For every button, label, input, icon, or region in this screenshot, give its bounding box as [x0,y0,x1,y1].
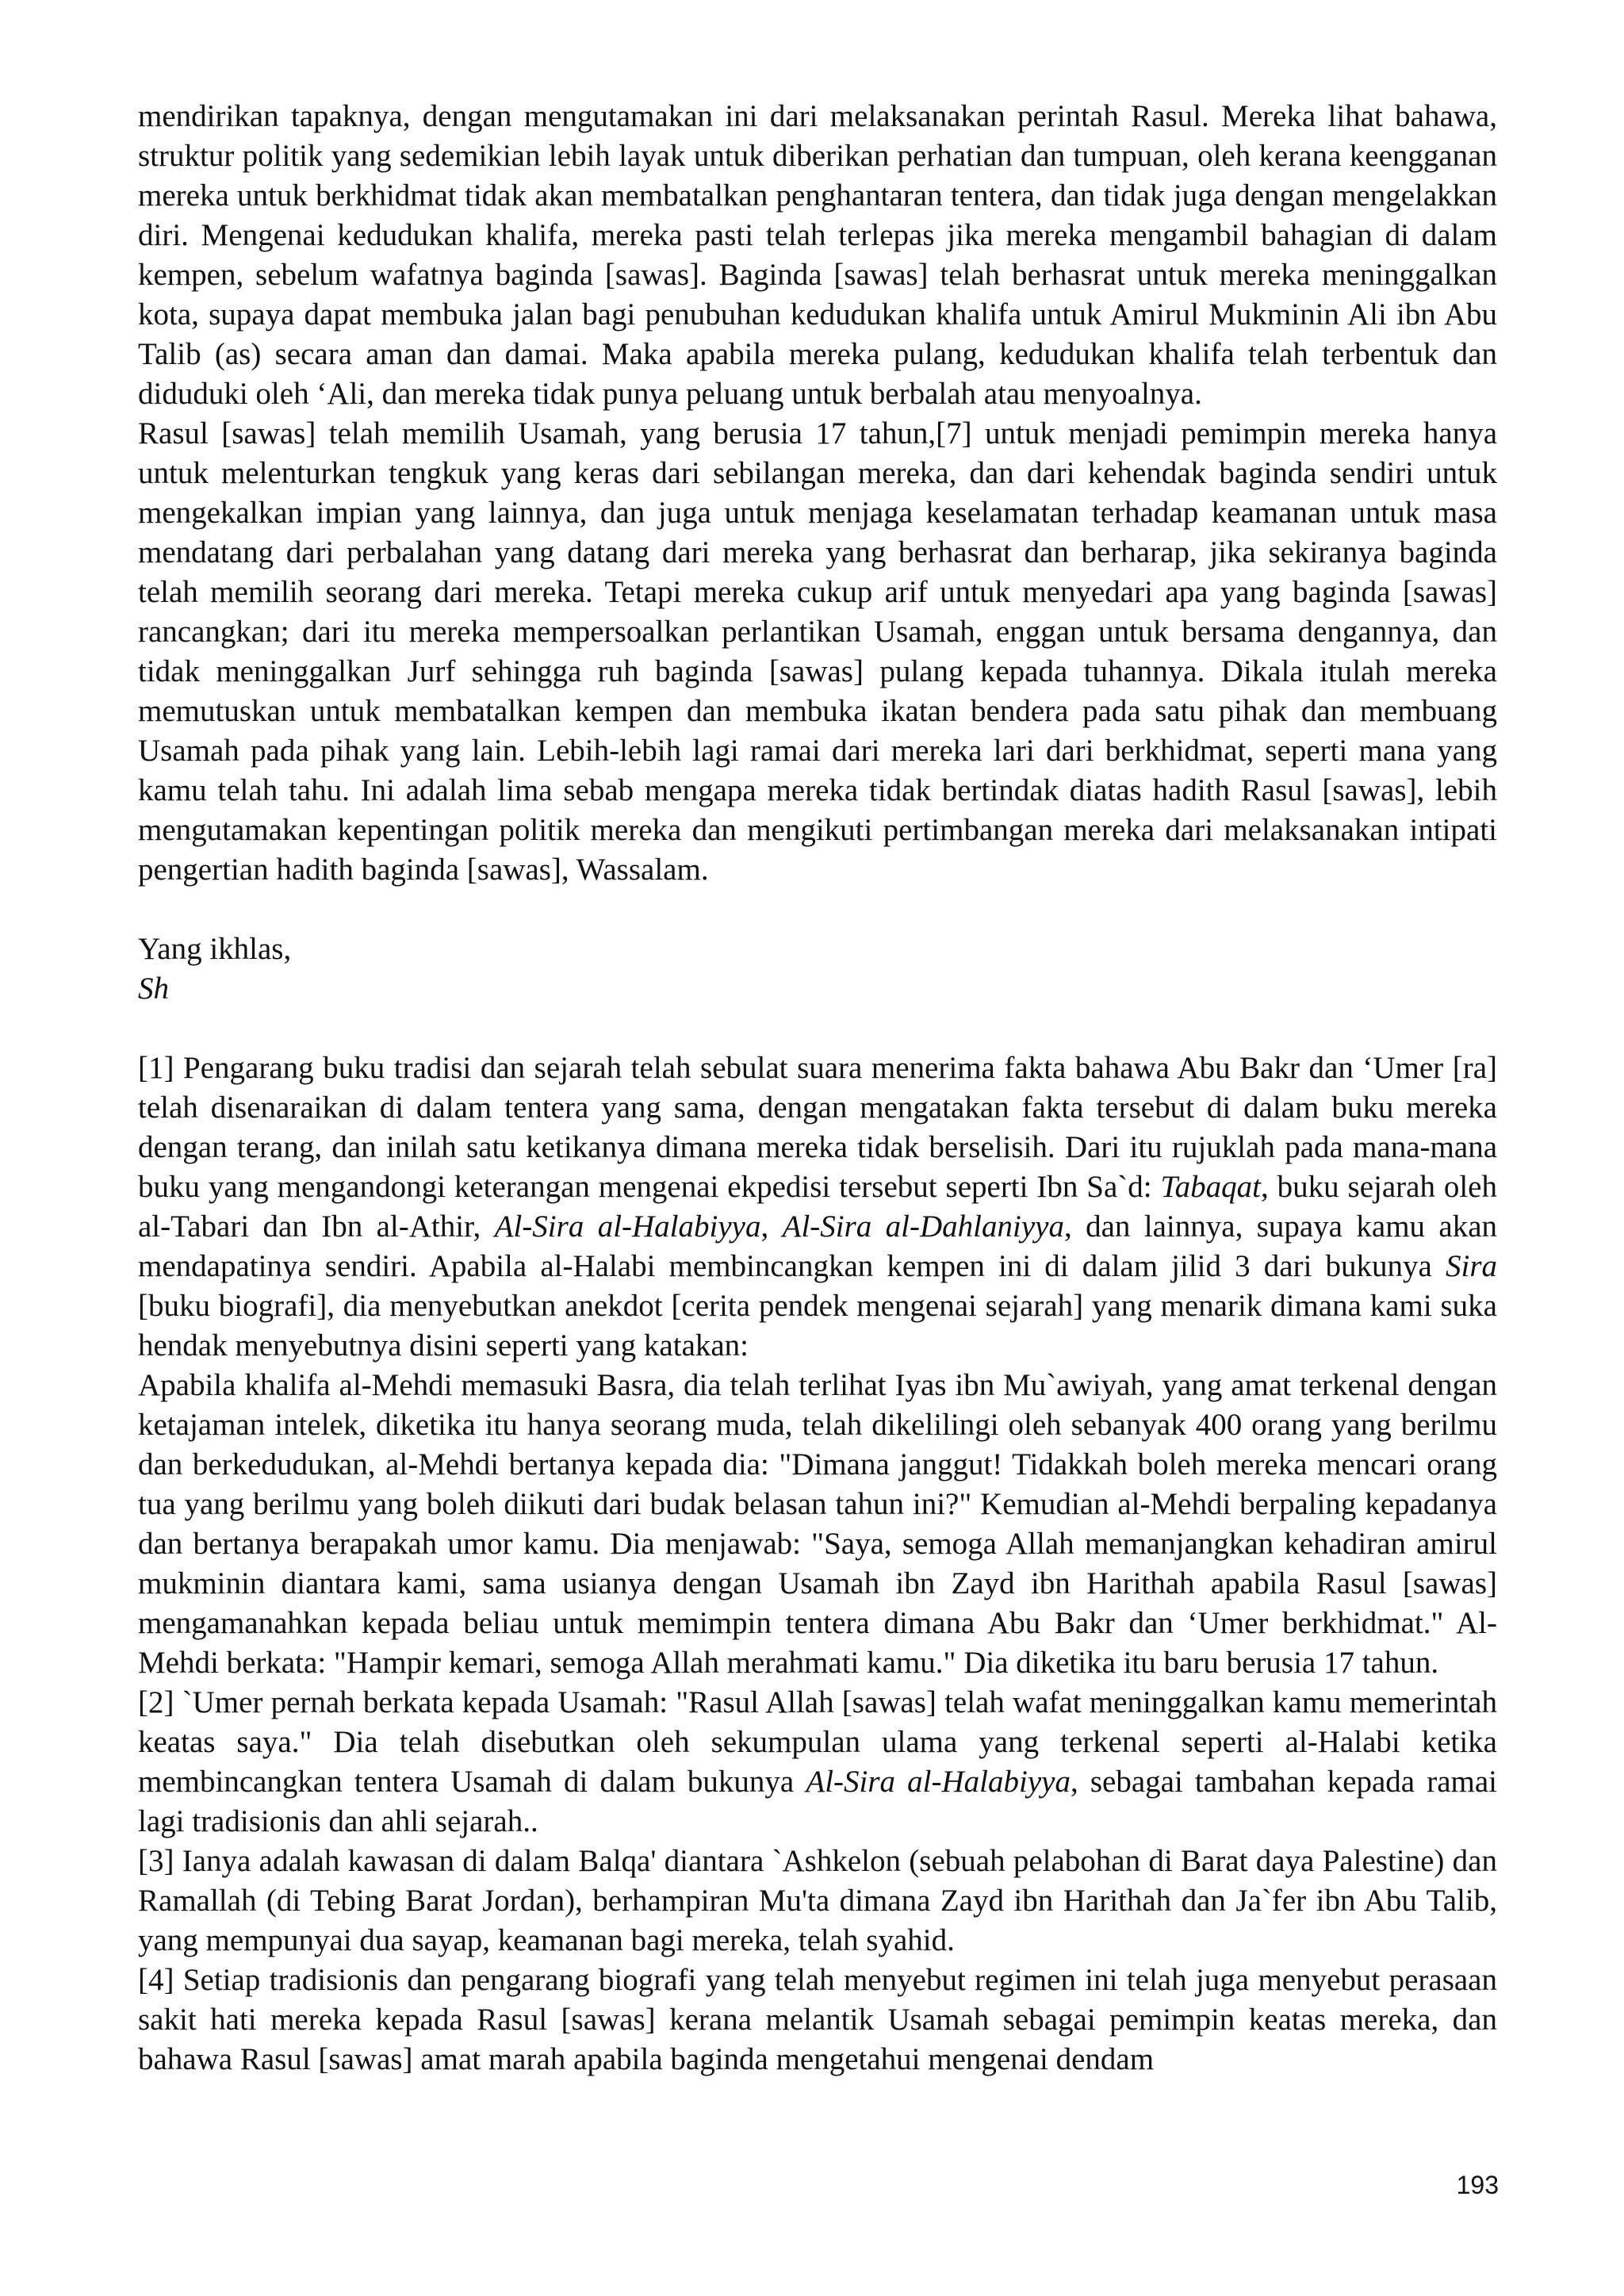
paragraph-gap [138,890,1497,930]
closing-signature [138,969,1497,1009]
book-title-dahlaniyya: Al-Sira al-Dahlaniyya [782,1209,1064,1244]
footnote-3: [3] Ianya adalah kawasan di dalam Balqa' diantara `Ashkelon (sebuah pelabohan di Barat daya Palestine) dan Ramallah (di Tebing Barat Jordan), berhampiran Mu'ta dimana Zayd ibn Harithah dan Ja`fer ibn Abu Talib, yang mempunyai dua sayap, keamanan bagi mereka, telah syahid. [138,1844,1497,1957]
footnote-1-anecdote: Apabila khalifa al-Mehdi memasuki Basra, dia telah terlihat Iyas ibn Mu`awiyah, yang amat terkenal dengan ketajaman intelek, diketika itu hanya seorang muda, telah dikelilingi oleh sebanyak 400 orang yang berilmu dan berkedudukan, al-Mehdi bertanya kepada dia: "Dimana janggut! Tidakkah boleh mereka mencari orang tua yang berilmu yang boleh diikuti dari budak belasan tahun ini?" Kemudian al-Mehdi berpaling kepadanya dan bertanya berapakah umor kamu. Dia menjawab: "Saya, semoga Allah memanjangkan kehadiran amirul mukminin diantara kami, sama usianya dengan Usamah ibn Zayd ibn Harithah apabila Rasul [sawas] mengamanahkan kepada beliau untuk memimpin tentera dimana Abu Bakr dan ‘Umer berkhidmat." Al-Mehdi berkata: "Hampir kemari, semoga Allah merahmati kamu." Dia diketika itu baru berusia 17 tahun. [138,1368,1497,1680]
page-content [138,97,1497,2079]
footnote-1: [1] Pengarang buku tradisi dan sejarah telah sebulat suara menerima fakta bahawa Abu Bakr dan ‘Umer [ra] telah disenaraikan di dalam tentera yang sama, dengan mengatakan fakta tersebut di dalam buku mereka dengan terang, dan inilah satu ketikanya dimana mereka tidak berselisih. Dari itu rujuklah pada mana-mana buku yang mengandongi keterangan mengenai ekpedisi tersebut seperti Ibn Sa`d: Tabaqat, buku sejarah oleh al-Tabari dan Ibn al-Athir, Al-Sira al-Halabiyya, Al-Sira al-Dahlaniyya, dan lainnya, supaya kamu akan mendapatinya sendiri. Apabila al-Halabi membincangkan kempen ini di dalam jilid 3 dari bukunya Sira [buku biografi], dia menyebutkan anekdot [cerita pendek mengenai sejarah] yang menarik dimana kami suka hendak menyebutnya disini seperti yang katakan: [138,1051,1498,1363]
paragraph-gap [138,1009,1497,1048]
book-title-halabiyya: Al-Sira al-Halabiyya [494,1209,761,1244]
book-title-tabaqat: Tabaqat [1160,1170,1261,1204]
signature-text: Sh [138,972,169,1006]
page-number: 193 [1456,2171,1499,2199]
book-title-halabiyya: Al-Sira al-Halabiyya [806,1765,1071,1799]
body-paragraph-2: Rasul [sawas] telah memilih Usamah, yang berusia 17 tahun,[7] untuk menjadi pemimpin mereka hanya untuk melenturkan tengkuk yang keras dari sebilangan mereka, dan dari kehendak baginda sendiri untuk mengekalkan impian yang lainnya, dan juga untuk menjaga keselamatan terhadap keamanan untuk masa mendatang dari perbalahan yang datang dari mereka yang berhasrat dan berharap, jika sekiranya baginda telah memilih seorang dari mereka. Tetapi mereka cukup arif untuk menyedari apa yang baginda [sawas] rancangkan; dari itu mereka mempersoalkan perlantikan Usamah, enggan untuk bersama dengannya, dan tidak meninggalkan Jurf sehingga ruh baginda [sawas] pulang kepada tuhannya. Dikala itulah mereka memutuskan untuk membatalkan kempen dan membuka ikatan bendera pada satu pihak dan membuang Usamah pada pihak yang lain. Lebih-lebih lagi ramai dari mereka lari dari berkhidmat, seperti mana yang kamu telah tahu. Ini adalah lima sebab mengapa mereka tidak bertindak diatas hadith Rasul [sawas], lebih mengutamakan kepentingan politik mereka dan mengikuti pertimbangan mereka dari melaksanakan intipati pengertian hadith baginda [sawas], Wassalam. [138,416,1497,887]
footnote-2: [2] `Umer pernah berkata kepada Usamah: "Rasul Allah [sawas] telah wafat meninggalkan kamu memerintah keatas saya." Dia telah disebutkan oleh sekumpulan ulama yang terkenal seperti al-Halabi ketika membincangkan tentera Usamah di dalam bukunya Al-Sira al-Halabiyya, sebagai tambahan kepada ramai lagi tradisionis dan ahli sejarah.. [138,1685,1497,1838]
closing-salutation: Yang ikhlas, [138,932,292,966]
footnote-4: [4] Setiap tradisionis dan pengarang biografi yang telah menyebut regimen ini telah juga menyebut perasaan sakit hati mereka kepada Rasul [sawas] kerana melantik Usamah sebagai pemimpin keatas mereka, dan bahawa Rasul [sawas] amat marah apabila baginda mengetahui mengenai dendam [138,1963,1497,2076]
book-title-sira: Sira [1445,1249,1497,1283]
body-paragraph-1: mendirikan tapaknya, dengan mengutamakan ini dari melaksanakan perintah Rasul. Mereka lihat bahawa, struktur politik yang sedemikian lebih layak untuk diberikan perhatian dan tumpuan, oleh kerana keengganan mereka untuk berkhidmat tidak akan membatalkan penghantaran tentera, dan tidak juga dengan mengelakkan diri. Mengenai kedudukan khalifa, mereka pasti telah terlepas jika mereka mengambil bahagian di dalam kempen, sebelum wafatnya baginda [sawas]. Baginda [sawas] telah berhasrat untuk mereka meninggalkan kota, supaya dapat membuka jalan bagi penubuhan kedudukan khalifa untuk Amirul Mukminin Ali ibn Abu Talib (as) secara aman dan damai. Maka apabila mereka pulang, kedudukan khalifa telah terbentuk dan diduduki oleh ‘Ali, dan mereka tidak punya peluang untuk berbalah atau menyoalnya. [138,99,1497,411]
